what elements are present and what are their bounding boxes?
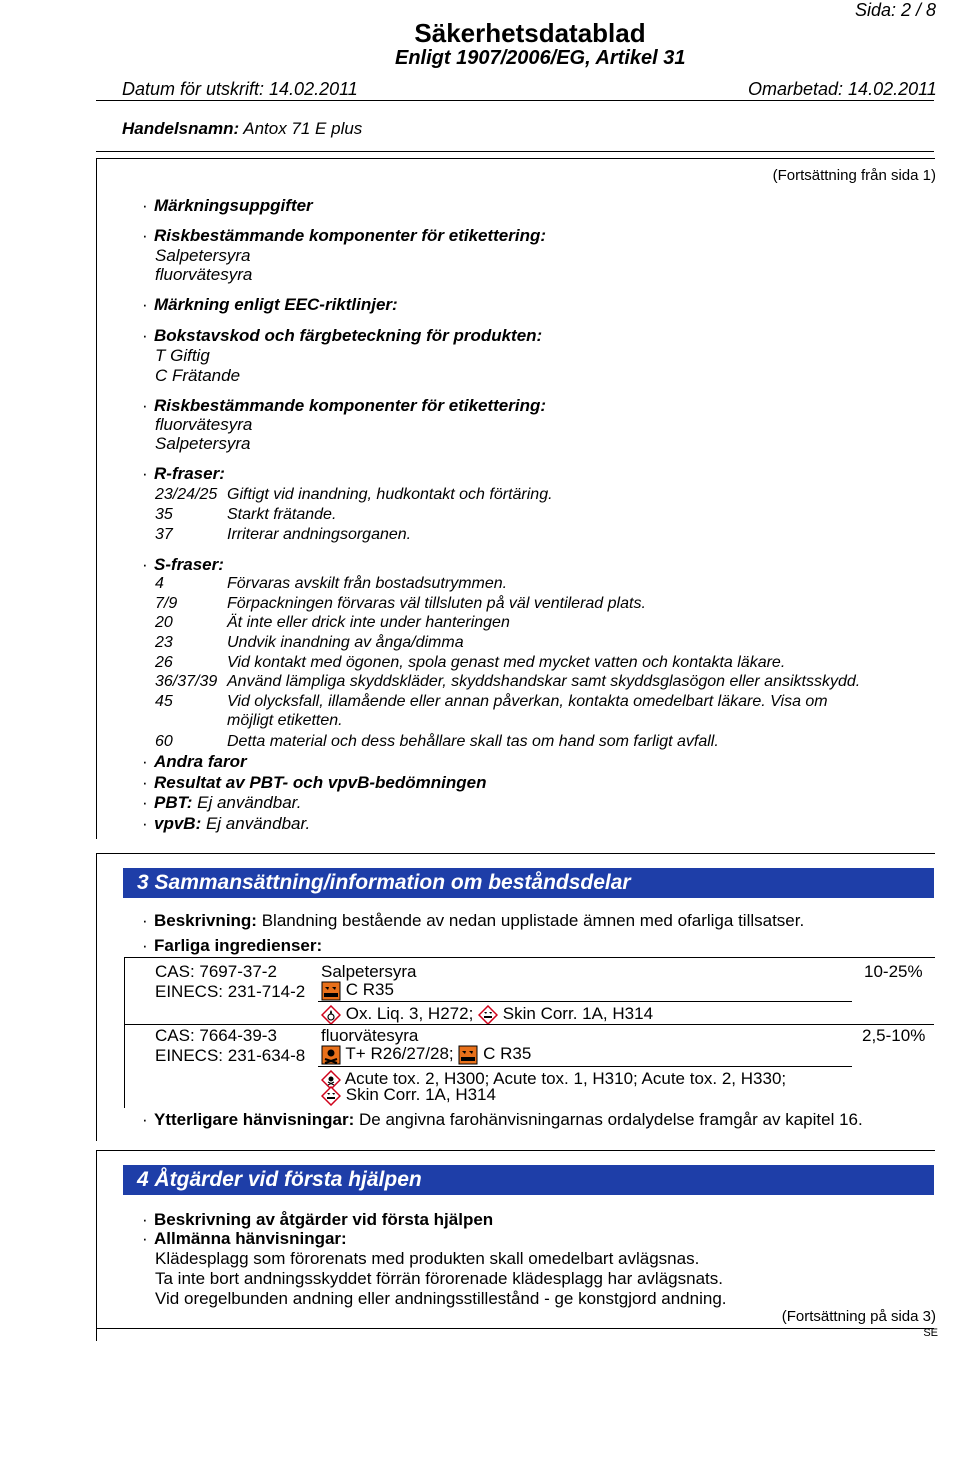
pbt-label: PBT: xyxy=(154,793,193,812)
r-phrase-code: 35 xyxy=(155,506,173,523)
vpvb-value: Ej användbar. xyxy=(205,814,311,833)
first-aid-line: Klädesplagg som förorenats med produkten skall omedelbart avlägsnas. xyxy=(155,1249,700,1268)
description-label: Beskrivning: xyxy=(154,911,257,930)
ingredient-divider xyxy=(318,1066,852,1067)
corrosive-icon xyxy=(458,1045,478,1065)
eec-labeling-heading: · Märkning enligt EEC-riktlinjer: xyxy=(142,295,398,315)
trade-name xyxy=(122,119,362,139)
s-phrase-text: Använd lämpliga skyddskläder, skyddshandskar samt skyddsglasögon eller ansiktsskydd. xyxy=(227,673,861,690)
ingredient-separator xyxy=(124,1024,934,1025)
clp-classification: Acute tox. 2, H300; Acute tox. 1, H310; Acute tox. 2, H330; xyxy=(344,1069,787,1088)
r-phrase-text: Giftigt vid inandning, hudkontakt och förtäring. xyxy=(227,486,553,503)
ingredient-cas: CAS: 7664-39-3 xyxy=(155,1026,277,1045)
s-phrase-row xyxy=(155,634,464,652)
trade-name-value: Antox 71 E plus xyxy=(243,119,363,138)
s-phrase-code: 23 xyxy=(155,634,173,651)
s-phrase-row xyxy=(155,712,343,730)
footer-rule xyxy=(96,1328,934,1329)
vpvb-row xyxy=(142,814,310,834)
ingredient-name: Salpetersyra xyxy=(321,962,417,981)
r-phrases-heading: · R-fraser: xyxy=(142,464,225,484)
first-aid-description: · Beskrivning av åtgärder vid första hjälpen xyxy=(142,1210,493,1230)
r-phrase-row xyxy=(155,486,553,504)
s-phrase-row xyxy=(155,673,860,691)
ingredient-concentration: 2,5-10% xyxy=(862,1026,926,1045)
section-4-heading: 4 Åtgärder vid första hjälpen xyxy=(123,1165,934,1195)
component-line: Salpetersyra xyxy=(155,246,251,265)
hazardous-ingredients-heading: · Farliga ingredienser: xyxy=(142,936,322,956)
hazard-components-heading-1: · Riskbestämmande komponenter för etikettering: xyxy=(142,226,546,246)
code-toxic: T Giftig xyxy=(155,346,210,365)
component-line: fluorvätesyra xyxy=(155,415,253,434)
component-line: Salpetersyra xyxy=(155,434,251,453)
section-3-heading: 3 Sammansättning/information om beståndsdelar xyxy=(123,868,934,898)
ingredient-concentration: 10-25% xyxy=(864,962,923,981)
code-corrosive: C Frätande xyxy=(155,366,241,385)
general-info-heading: · Allmänna hänvisningar: xyxy=(142,1229,347,1249)
corrosion-ghs-icon xyxy=(478,1005,498,1025)
document-title: Säkerhetsdatablad xyxy=(414,18,646,48)
clp-classification-2: Skin Corr. 1A, H314 xyxy=(345,1085,496,1104)
continued-on: (Fortsättning på sida 3) xyxy=(781,1308,936,1325)
continued-from: (Fortsättning från sida 1) xyxy=(772,167,936,184)
ingredient-cas: CAS: 7697-37-2 xyxy=(155,962,277,981)
clp-classification: Ox. Liq. 3, H272; xyxy=(345,1004,474,1023)
document-subtitle: Enligt 1907/2006/EG, Artikel 31 xyxy=(395,47,686,69)
s-phrase-text: Detta material och dess behållare skall tas om hand som farligt avfall. xyxy=(227,733,719,750)
s-phrases-heading: · S-fraser: xyxy=(142,555,224,575)
dsd-classification-2: C R35 xyxy=(483,1044,532,1063)
s-phrase-row xyxy=(155,614,510,632)
s-phrase-code: 45 xyxy=(155,693,173,710)
ingredient-divider xyxy=(318,1001,852,1002)
s-phrase-text: Vid olycksfall, illamående eller annan påverkan, kontakta omedelbart läkare. Visa om xyxy=(227,693,828,710)
r-phrase-row xyxy=(155,526,411,544)
vpvb-label: vpvB: xyxy=(154,814,202,833)
s-phrase-text: Förpackningen förvaras väl tillsluten på väl ventilerad plats. xyxy=(227,595,646,612)
s-phrase-row xyxy=(155,575,507,593)
ingredient-einecs: EINECS: 231-634-8 xyxy=(155,1046,306,1065)
dsd-classification: C R35 xyxy=(345,980,394,999)
s-phrase-text: Undvik inandning av ånga/dimma xyxy=(227,634,464,651)
first-aid-line: Vid oregelbunden andning eller andningsstillestånd - ge konstgjord andning. xyxy=(155,1289,727,1308)
description-row xyxy=(142,911,804,931)
s-phrase-code: 20 xyxy=(155,614,173,631)
dsd-classification: T+ R26/27/28; xyxy=(345,1044,454,1063)
pbt-result-heading: · Resultat av PBT- och vpvB-bedömningen xyxy=(142,773,487,793)
ingredient-dsd xyxy=(321,980,394,1001)
s-phrase-code: 36/37/39 xyxy=(155,673,218,690)
ingredient-dsd xyxy=(321,1044,531,1065)
trade-name-label: Handelsnamn: xyxy=(122,119,240,138)
oxidizer-icon xyxy=(321,1005,341,1025)
print-date: Datum för utskrift: 14.02.2011 xyxy=(122,79,358,99)
r-phrase-text: Starkt frätande. xyxy=(227,506,337,523)
corrosive-icon xyxy=(321,981,341,1001)
s-phrase-code: 4 xyxy=(155,575,164,592)
pbt-value: Ej användbar. xyxy=(197,793,302,812)
pbt-row xyxy=(142,793,301,813)
toxic-icon xyxy=(321,1045,341,1065)
s-phrase-row xyxy=(155,654,785,672)
r-phrase-text: Irriterar andningsorganen. xyxy=(227,526,412,543)
description-text: Blandning bestående av nedan upplistade ämnen med ofarliga tillsatser. xyxy=(261,911,805,930)
country-code: SE xyxy=(923,1327,938,1339)
s-phrase-text: Förvaras avskilt från bostadsutrymmen. xyxy=(227,575,508,592)
ingredient-einecs: EINECS: 231-714-2 xyxy=(155,982,306,1001)
r-phrase-code: 23/24/25 xyxy=(155,486,218,503)
first-aid-line: Ta inte bort andningsskyddet förrän förorenade klädesplagg har avlägsnats. xyxy=(155,1269,723,1288)
letter-code-heading: · Bokstavskod och färgbeteckning för produkten: xyxy=(142,326,542,346)
r-phrase-code: 37 xyxy=(155,526,173,543)
clp-classification-2: Skin Corr. 1A, H314 xyxy=(502,1004,654,1023)
s-phrase-text: Ät inte eller drick inte under hanteringen xyxy=(227,614,510,631)
r-phrase-row xyxy=(155,506,336,524)
header-rule xyxy=(96,100,934,101)
s-phrase-text: Vid kontakt med ögonen, spola genast med mycket vatten och kontakta läkare. xyxy=(227,654,786,671)
additional-notes xyxy=(142,1110,863,1130)
header-rule-2 xyxy=(96,151,934,152)
s-phrase-code: 26 xyxy=(155,654,173,671)
corrosion-ghs-icon xyxy=(321,1086,341,1106)
ingredient-clp xyxy=(321,1004,653,1025)
hazard-components-heading-2: · Riskbestämmande komponenter för etikettering: xyxy=(142,396,546,416)
additional-text: De angivna farohänvisningarnas ordalydelse framgår av kapitel 16. xyxy=(359,1110,863,1129)
s-phrase-row xyxy=(155,733,719,751)
ingredient-name: fluorvätesyra xyxy=(321,1026,419,1045)
s-phrase-text: möjligt etiketten. xyxy=(227,712,343,729)
other-hazards-heading: · Andra faror xyxy=(142,752,247,772)
revision-date: Omarbetad: 14.02.2011 xyxy=(748,79,937,99)
page-number: Sida: 2 / 8 xyxy=(854,0,936,20)
additional-label: Ytterligare hänvisningar: xyxy=(154,1110,355,1129)
s-phrase-row xyxy=(155,595,646,613)
s-phrase-code: 7/9 xyxy=(155,595,178,612)
labeling-heading: · Märkningsuppgifter xyxy=(142,196,313,216)
ingredient-clp-2 xyxy=(321,1085,496,1106)
component-line: fluorvätesyra xyxy=(155,265,253,284)
s-phrase-row xyxy=(155,693,828,711)
s-phrase-code: 60 xyxy=(155,733,173,750)
